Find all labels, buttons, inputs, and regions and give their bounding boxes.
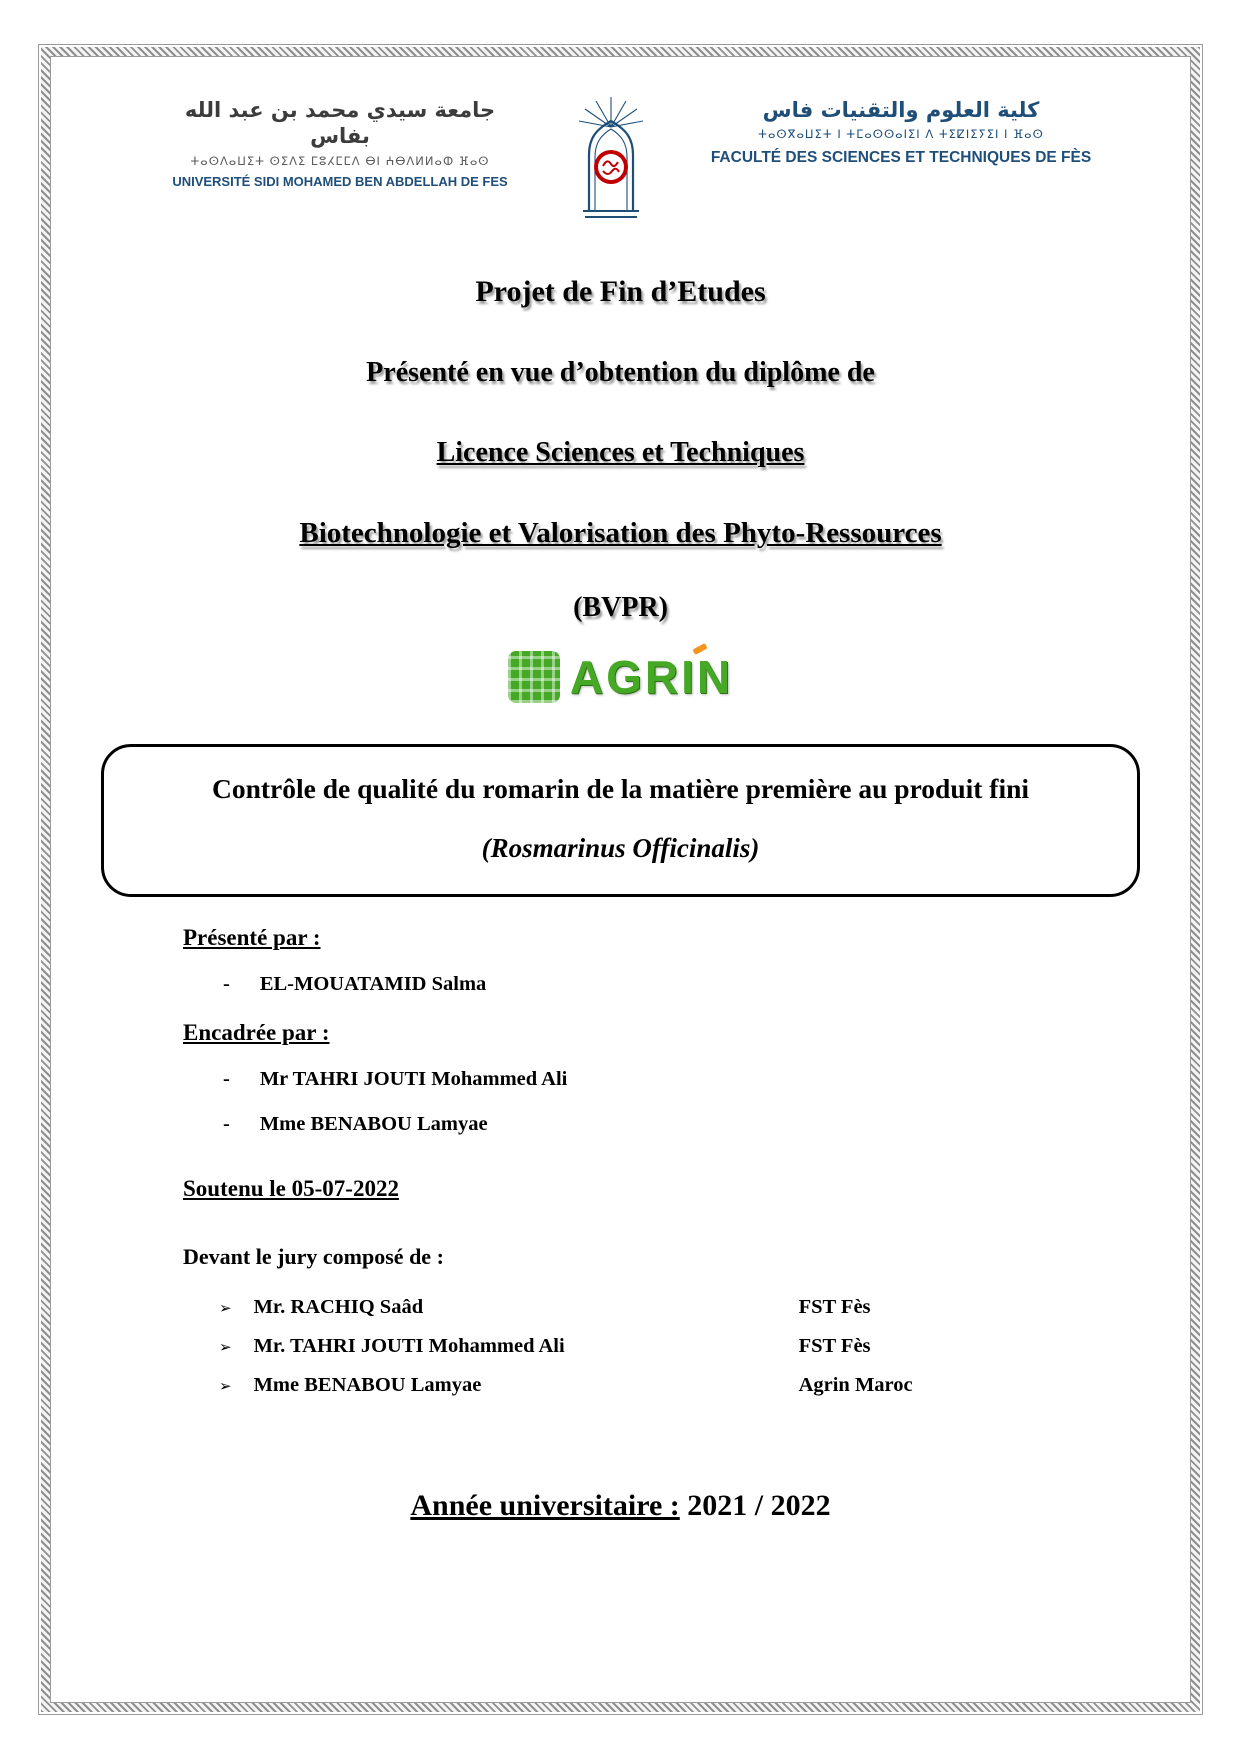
thesis-title: Contrôle de qualité du romarin de la matière première au produit fini — [211, 773, 1030, 804]
institution-header — [95, 91, 1146, 221]
title-block — [95, 275, 1146, 624]
diploma-intro-line: Présenté en vue d’obtention du diplôme de — [366, 357, 875, 388]
dash-marker: - — [223, 1113, 230, 1135]
university-emblem-icon — [565, 91, 657, 221]
academic-year-label: Année universitaire : — [410, 1489, 680, 1522]
faculty-name-tifinagh: ⵜⴰⵙⴳⴰⵡⵉⵜ ⵏ ⵜⵎⴰⵙⵙⴰⵏⵉⵏ ⴷ ⵜⵉⵇⵏⵉⵢⵉⵏ ⵏ ⴼⴰⵙ — [758, 127, 1044, 142]
supervisor-name-2: Mme BENABOU Lamyae — [259, 1113, 488, 1135]
document-type-title: Projet de Fin d’Etudes — [475, 275, 766, 308]
agrin-pattern-icon — [508, 651, 560, 703]
jury-row — [183, 1374, 1146, 1397]
decorative-border-pattern — [41, 47, 1200, 1712]
jury-member-affiliation: Agrin Maroc — [798, 1374, 913, 1396]
jury-row — [183, 1335, 1146, 1358]
decorative-border-outer — [38, 44, 1203, 1715]
page-content-area — [50, 56, 1191, 1703]
agrin-logo-text — [570, 650, 733, 704]
dash-marker: - — [223, 973, 230, 995]
people-sections — [95, 925, 1146, 1397]
agrin-wordmark: AGRIN — [569, 651, 734, 703]
academic-year-value: 2021 / 2022 — [687, 1489, 831, 1522]
agrin-logo — [95, 650, 1146, 704]
jury-member-affiliation: FST Fès — [798, 1296, 871, 1318]
presented-by-label: Présenté par : — [183, 925, 321, 950]
jury-member-affiliation: FST Fès — [798, 1335, 871, 1357]
jury-member-name: Mr. TAHRI JOUTI Mohammed Ali — [253, 1335, 565, 1357]
faculty-name-arabic: كلية العلوم والتقنيات فاس — [762, 98, 1040, 122]
degree-name: Licence Sciences et Techniques — [436, 437, 805, 468]
faculty-block — [696, 91, 1106, 167]
jury-section-label: Devant le jury composé de : — [183, 1244, 444, 1269]
jury-list — [183, 1296, 1146, 1397]
university-emblem-wrap — [561, 91, 661, 221]
jury-row — [183, 1296, 1146, 1319]
university-block — [155, 91, 525, 190]
student-name: EL-MOUATAMID Salma — [259, 973, 487, 995]
program-name: Biotechnologie et Valorisation des Phyto-Ressources — [299, 517, 942, 549]
supervised-by-label: Encadrée par : — [183, 1020, 330, 1045]
supervisor-name-1: Mr TAHRI JOUTI Mohammed Ali — [259, 1068, 568, 1090]
list-item — [183, 1113, 1146, 1136]
faculty-name-french: FACULTÉ DES SCIENCES ET TECHNIQUES DE FÈS — [710, 148, 1092, 166]
university-name-tifinagh: ⵜⴰⵙⴷⴰⵡⵉⵜ ⵙⵉⴷⵉ ⵎⵓⵃⵎⵎⴷ ⴱⵏ ⵄⴱⴷⵍⵍⴰⵀ ⴼⴰⵙ — [190, 153, 490, 168]
list-item — [183, 973, 1146, 996]
jury-member-name: Mr. RACHIQ Saâd — [253, 1296, 424, 1318]
defense-date-label: Soutenu le 05-07-2022 — [183, 1176, 399, 1201]
arrow-bullet-icon: ➢ — [219, 1377, 232, 1395]
program-acronym: (BVPR) — [573, 592, 668, 623]
university-name-french: UNIVERSITÉ SIDI MOHAMED BEN ABDELLAH DE FES — [172, 173, 508, 189]
jury-member-name: Mme BENABOU Lamyae — [253, 1374, 482, 1396]
thesis-latin-name: (Rosmarinus Officinalis) — [481, 833, 760, 863]
university-name-arabic: جامعة سيدي محمد بن عبد الله بفاس — [184, 98, 496, 149]
arrow-bullet-icon: ➢ — [219, 1338, 232, 1356]
thesis-subject-box — [101, 744, 1140, 897]
dash-marker: - — [223, 1068, 230, 1090]
academic-year-line — [95, 1489, 1146, 1523]
arrow-bullet-icon: ➢ — [219, 1299, 232, 1317]
list-item — [183, 1068, 1146, 1091]
